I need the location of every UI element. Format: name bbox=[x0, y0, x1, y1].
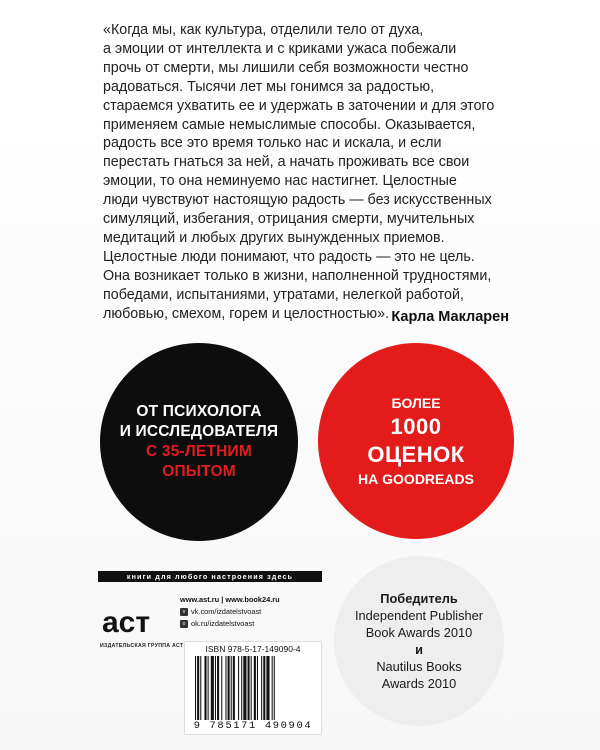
quote-line: эмоции, то она неминуемо нас настигнет. Целостные bbox=[103, 173, 457, 190]
quote-line: стараемся ухватить ее и удержать в заточении и для этого bbox=[103, 97, 495, 114]
barcode-bar bbox=[217, 656, 219, 720]
experience-badge-line: ОТ ПСИХОЛОГА bbox=[136, 403, 262, 420]
goodreads-badge-line: НА GOODREADS bbox=[358, 471, 474, 487]
quote-block bbox=[103, 21, 523, 324]
publisher-name: ИЗДАТЕЛЬСКАЯ ГРУППА АСТ bbox=[100, 643, 184, 649]
quote-line: «Когда мы, как культура, отделили тело от духа, bbox=[103, 22, 424, 38]
goodreads-badge-line: БОЛЕЕ bbox=[391, 395, 441, 411]
ast-logo-icon bbox=[100, 592, 168, 644]
goodreads-badge-line: ОЦЕНОК bbox=[367, 442, 465, 467]
barcode-bar bbox=[274, 656, 275, 720]
barcode-bar bbox=[204, 656, 206, 720]
barcode-digits: 9 785171 490904 bbox=[193, 720, 313, 732]
barcode-bar bbox=[200, 656, 201, 720]
quote-line: применяем самые немыслимые способы. Оказывается, bbox=[103, 116, 476, 133]
quote-line: Целостные люди понимают, что радость — это не цель. bbox=[103, 248, 475, 265]
quote-line: победами, испытаниями, утратами, нелегкой работой, bbox=[103, 286, 464, 303]
barcode bbox=[184, 641, 322, 735]
award-badge-line: Book Awards 2010 bbox=[365, 625, 473, 640]
experience-badge bbox=[100, 343, 298, 541]
vk-link: vk.com/izdatelstvoast bbox=[191, 607, 262, 616]
barcode-bar bbox=[254, 656, 256, 720]
barcode-bars bbox=[193, 656, 315, 720]
barcode-bar bbox=[231, 656, 232, 720]
ok-icon: о bbox=[180, 620, 188, 628]
barcode-bar bbox=[208, 656, 209, 720]
quote-line: медитаций и любых других вынужденных приемов. bbox=[103, 229, 445, 246]
barcode-bar bbox=[195, 656, 196, 720]
goodreads-badge-count: 1000 bbox=[390, 414, 442, 439]
barcode-bar bbox=[266, 656, 269, 720]
experience-badge-line: И ИССЛЕДОВАТЕЛЯ bbox=[119, 423, 279, 440]
quote-line: симуляций, избегания, отрицания смерти, мучительных bbox=[103, 211, 475, 228]
vk-link-row bbox=[180, 606, 280, 618]
quote-line: радоваться. Тысячи лет мы гонимся за радостью, bbox=[103, 78, 435, 95]
quote-line: Она возникает только в жизни, наполненной трудностями, bbox=[103, 267, 492, 284]
isbn-label: ISBN 978-5-17-149090-4 bbox=[205, 644, 301, 654]
award-badge-and: и bbox=[415, 642, 423, 657]
quote-line: радость все это время только нас и искала, и если bbox=[103, 135, 442, 152]
barcode-bar bbox=[238, 656, 239, 720]
quote-line: прочь от смерти, мы лишили себя возможности честно bbox=[103, 59, 469, 76]
barcode-bar bbox=[248, 656, 250, 720]
quote-line: а эмоции от интеллекта и с криками ужаса побежали bbox=[103, 40, 457, 57]
barcode-bar bbox=[263, 656, 265, 720]
award-badge-line: Awards 2010 bbox=[381, 676, 457, 691]
barcode-bar bbox=[272, 656, 273, 720]
ok-link-row bbox=[180, 618, 280, 630]
publisher-links bbox=[180, 594, 280, 630]
barcode-bar bbox=[225, 656, 226, 720]
barcode-bar bbox=[251, 656, 252, 720]
award-badge bbox=[334, 556, 504, 726]
quote-line: любовью, смехом, горем и целостностью». bbox=[103, 305, 390, 322]
barcode-bar bbox=[241, 656, 242, 720]
barcode-bar bbox=[261, 656, 262, 720]
quote-line: люди чувствуют настоящую радость — без искусственных bbox=[103, 192, 492, 209]
barcode-bar bbox=[197, 656, 199, 720]
ok-link: ok.ru/izdatelstvoast bbox=[191, 619, 255, 628]
barcode-bar bbox=[257, 656, 258, 720]
barcode-bar bbox=[221, 656, 222, 720]
quote-author: Карла Макларен bbox=[391, 309, 509, 325]
goodreads-badge bbox=[318, 343, 514, 539]
ast-logo-text: аст bbox=[102, 606, 151, 639]
experience-badge-highlight: С 35-ЛЕТНИМ bbox=[145, 443, 253, 460]
vk-icon: v bbox=[180, 608, 188, 616]
barcode-bar bbox=[215, 656, 216, 720]
barcode-bar bbox=[233, 656, 235, 720]
barcode-bar bbox=[228, 656, 230, 720]
award-badge-line: Nautilus Books bbox=[376, 659, 462, 674]
award-badge-title: Победитель bbox=[380, 591, 458, 606]
barcode-bar bbox=[211, 656, 214, 720]
award-badge-line: Independent Publisher bbox=[354, 608, 484, 623]
barcode-bar bbox=[243, 656, 246, 720]
publisher-sites: www.ast.ru | www.book24.ru bbox=[180, 595, 280, 604]
publisher-tagline: книги для любого настроения здесь bbox=[98, 571, 322, 582]
experience-badge-highlight: ОПЫТОМ bbox=[162, 463, 236, 480]
quote-line: перестать гнаться за ней, а начать проживать все свои bbox=[103, 154, 470, 171]
